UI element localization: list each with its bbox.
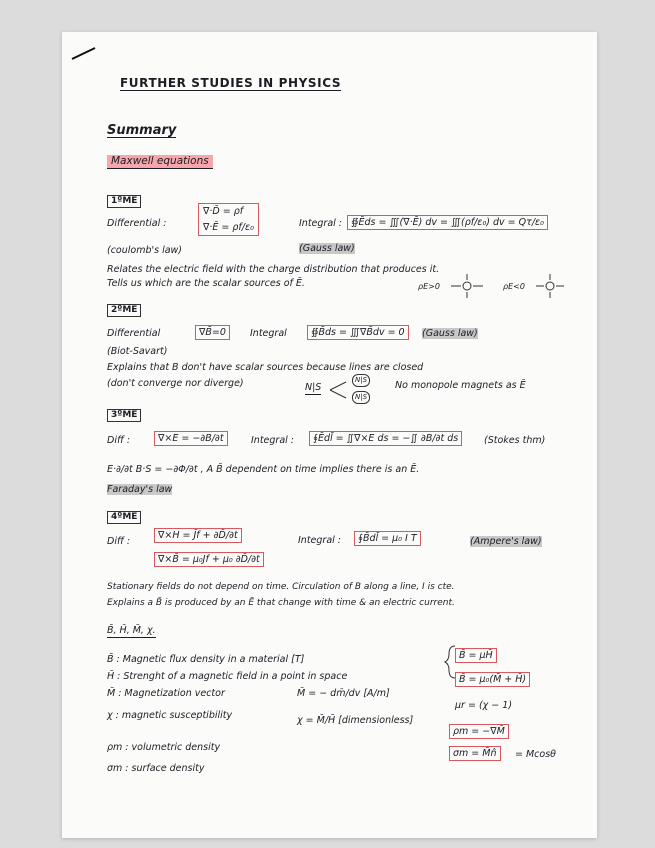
rel-b-mu-h: B̄ = μH̄ <box>455 648 497 663</box>
me1-tag: 1ºME <box>107 195 141 208</box>
me3-faraday: Faraday's law <box>107 484 173 495</box>
rel-sigma-cos: = Mcosθ <box>515 749 556 760</box>
me1-neg: ρE<0 <box>503 282 525 291</box>
me4-tag: 4ºME <box>107 511 141 524</box>
rel-mur: μr = (χ − 1) <box>455 700 513 711</box>
me2-monopole: No monopole magnets as Ē <box>395 380 526 391</box>
def-m: M̄ : Magnetization vector <box>107 688 225 699</box>
pen-mark <box>72 48 95 59</box>
me3-diff-eq: ∇×E = −∂B/∂t <box>154 431 228 446</box>
me1-gauss: (Gauss law) <box>299 243 355 254</box>
me1-diff-eq2: ∇·Ē = ρf/ε₀ <box>203 222 254 233</box>
rel-rho-m: ρm = −∇M̄ <box>449 724 509 739</box>
def-h: H̄ : Strenght of a magnetic field in a point in space <box>107 671 348 682</box>
me1-int-eq: ∯Ēds = ∭(∇·Ē) dv = ∭(ρf/ε₀) dv = Qτ/ε₀ <box>347 215 548 230</box>
defs-heading: B̄, H̄, M̄, χ. <box>107 625 156 636</box>
brace <box>445 646 455 678</box>
me2-ns-n: N|S <box>352 374 370 387</box>
me2-int-label: Integral <box>250 328 287 339</box>
me2-gauss: (Gauss law) <box>422 328 478 339</box>
me4-int-label: Integral : <box>298 535 342 546</box>
me4-diff-eq2: ∇×B̄ = μ₀Jf + μ₀ ∂D̄/∂t <box>154 552 264 567</box>
def-rho: ρm : volumetric density <box>107 742 221 753</box>
me4-diff-eq1: ∇×H = J̄f + ∂D̄/∂t <box>154 528 242 543</box>
positive-charge-diagram <box>451 274 483 298</box>
me2-ns-s: N|S <box>352 391 370 404</box>
me3-int-eq: ∮Ēdl̄ = ∬∇×E ds = −∬ ∂B/∂t ds <box>309 431 462 446</box>
rel-sigma-m: σm = M̄n̂ <box>449 746 501 761</box>
me2-diff: Differential <box>107 328 161 339</box>
me4-ampere: (Ampere's law) <box>470 536 542 547</box>
rel-b-mu0: B̄ = μ₀(M̄ + H̄) <box>455 672 530 687</box>
me2-tag: 2ºME <box>107 304 141 317</box>
def-sigma: σm : surface density <box>107 763 205 774</box>
me1-int-label: Integral : <box>299 218 343 229</box>
me1-pos: ρE>0 <box>418 282 440 291</box>
me1-diff-label: Differential : <box>107 218 167 229</box>
me3-desc: E·∂/∂t B·S = −∂Φ/∂t , A B̄ dependent on time implies there is an Ē. <box>107 464 420 475</box>
me2-int-eq: ∯B̄ds = ∭∇B̄dv = 0 <box>307 325 409 340</box>
negative-charge-diagram <box>536 274 564 298</box>
me3-int-label: Integral : <box>251 435 295 446</box>
me1-desc1: Relates the electric field with the charge distribution that produces it. <box>107 264 440 275</box>
def-x: χ : magnetic susceptibility <box>107 710 233 721</box>
me1-coulomb: (coulomb's law) <box>107 245 183 256</box>
me4-desc2: Explains a B̄ is produced by an Ē that change with time & an electric current. <box>107 598 455 608</box>
me4-desc1: Stationary fields do not depend on time. Circulation of B along a line, I is cte. <box>107 582 455 592</box>
me2-diff-eq: ∇B̄=0 <box>195 325 230 340</box>
me2-desc2: (don't converge nor diverge) <box>107 378 244 389</box>
page-title: FURTHER STUDIES IN PHYSICS <box>120 76 342 90</box>
me3-stokes: (Stokes thm) <box>484 435 546 446</box>
me2-biot: (Biot-Savart) <box>107 346 168 357</box>
def-x-eq: χ = M̄/H̄ [dimensionless] <box>297 715 414 726</box>
me2-desc1: Explains that B don't have scalar sources because lines are closed <box>107 362 424 373</box>
summary-heading: Summary <box>107 123 177 138</box>
me3-diff: Diff : <box>107 435 131 446</box>
notebook-page <box>62 32 597 838</box>
me4-diff: Diff : <box>107 536 131 547</box>
me1-diff-eq1: ∇·D̄ = ρf <box>203 206 244 217</box>
me3-tag: 3ºME <box>107 409 141 422</box>
def-m-eq: M̄ = − dm̄/dv [A/m] <box>297 688 390 699</box>
me1-diff-box <box>198 203 259 236</box>
me1-desc2: Tells us which are the scalar sources of Ē. <box>107 278 305 289</box>
ns-arrow <box>330 382 346 398</box>
me4-int-eq: ∮B̄dl̄ = μ₀ I T <box>354 531 421 546</box>
maxwell-heading: Maxwell equations <box>107 155 213 169</box>
me2-ns: N|S <box>305 382 322 393</box>
def-b: B̄ : Magnetic flux density in a material [T] <box>107 654 305 665</box>
